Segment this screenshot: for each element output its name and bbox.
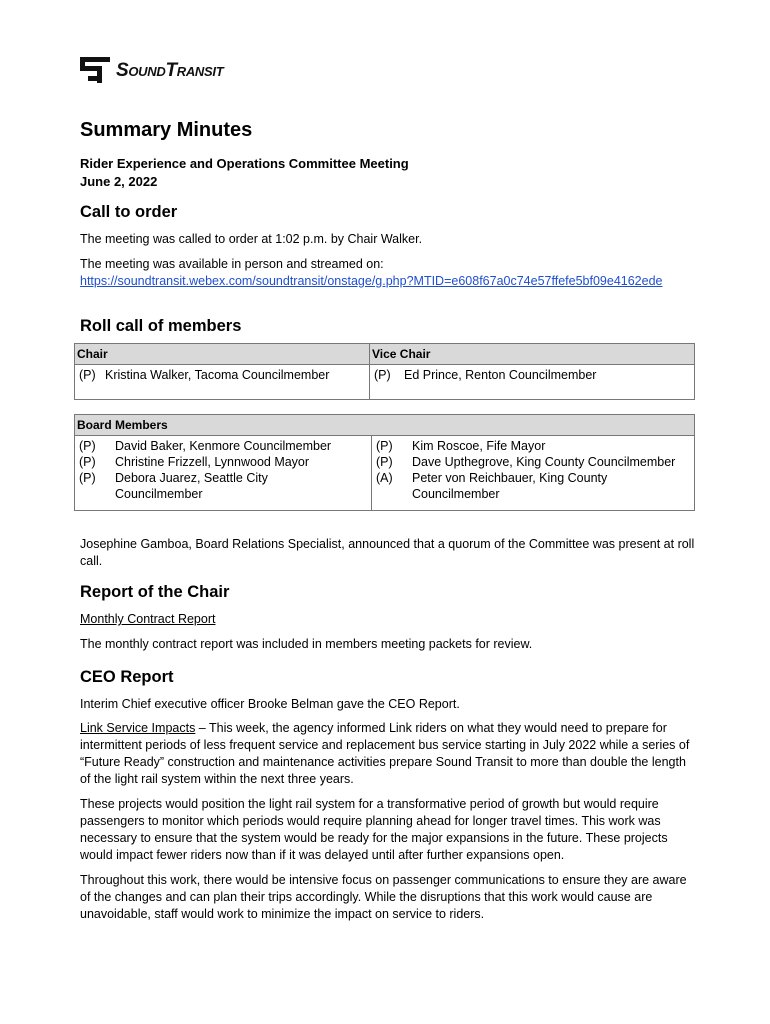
member-name: Ed Prince, Renton Councilmember: [404, 368, 597, 382]
member-name: Peter von Reichbauer, King County Councilmember: [412, 471, 608, 501]
member-name: Kristina Walker, Tacoma Councilmember: [105, 368, 330, 382]
communications-paragraph: Throughout this work, there would be intensive focus on passenger communications to ensure they are aware of the changes and can plan their trips accordingly. While the disruptions that this work would cause are unavoidable, staff would work to minimize the impact on service to riders.: [80, 873, 687, 921]
member-status: (P): [376, 455, 393, 469]
member-name: Debora Juarez, Seattle City Councilmember: [115, 471, 268, 501]
monthly-contract-subheading: Monthly Contract Report: [80, 612, 216, 626]
chair-header: Chair: [75, 344, 370, 365]
chair-member: [79, 367, 367, 383]
meeting-subtitle: [80, 155, 409, 191]
member-status: (A): [376, 471, 393, 485]
chair-report-text: The monthly contract report was included in members meeting packets for review.: [80, 637, 533, 651]
member-name: Kim Roscoe, Fife Mayor: [412, 439, 546, 453]
quorum-text: Josephine Gamboa, Board Relations Specialist, announced that a quorum of the Committee was present at roll call.: [80, 537, 695, 568]
logo-wordmark: SoundTransit: [116, 59, 224, 81]
member-name: David Baker, Kenmore Councilmember: [115, 439, 332, 453]
member-name: Christine Frizzell, Lynnwood Mayor: [115, 455, 310, 469]
board-members-header: Board Members: [75, 415, 695, 436]
ceo-report-heading: CEO Report: [80, 668, 174, 686]
board-members-table: [74, 414, 695, 511]
board-member: [79, 470, 369, 502]
member-status: (P): [376, 439, 393, 453]
member-status: (P): [79, 471, 96, 485]
stream-intro: The meeting was available in person and streamed on:: [80, 257, 384, 271]
link-service-impacts-text: – This week, the agency informed Link riders on what they would need to prepare for intermittent periods of less frequent service and replacement bus service starting in July 2022 while a series of “Future Ready” construction and maintenance activities prepare Sound Transit to more than double the length of the light rail system within the next three years.: [80, 721, 690, 786]
ceo-report-intro: Interim Chief executive officer Brooke Belman gave the CEO Report.: [80, 697, 460, 711]
call-to-order-text: The meeting was called to order at 1:02 p.m. by Chair Walker.: [80, 232, 423, 246]
vice-chair-header: Vice Chair: [370, 344, 695, 365]
sound-transit-logo-icon: [80, 57, 110, 83]
meeting-name: Rider Experience and Operations Committee Meeting: [80, 156, 409, 171]
page-title: Summary Minutes: [80, 119, 253, 141]
member-status: (P): [79, 455, 96, 469]
member-status: (P): [79, 368, 96, 382]
stream-text: [80, 256, 695, 290]
link-service-impacts-paragraph: [80, 720, 695, 788]
roll-call-heading: Roll call of members: [80, 317, 242, 335]
board-member: [376, 470, 692, 502]
board-member: [79, 454, 369, 470]
chair-table: [74, 343, 695, 400]
board-member: [79, 438, 369, 454]
projects-paragraph: These projects would position the light rail system for a transformative period of growth but would require passengers to monitor which periods would require planning ahead for longer travel times. This work was necessary to ensure that the system would be ready for the major expansions in the future. These projects would impact fewer riders now than if it was delayed until after further expansions open.: [80, 797, 668, 862]
member-status: (P): [79, 439, 96, 453]
webex-stream-link[interactable]: https://soundtransit.webex.com/soundtransit/onstage/g.php?MTID=e608f67a0c74e57ffefe5bf09e4162ede: [80, 274, 663, 288]
call-to-order-heading: Call to order: [80, 203, 178, 221]
chair-report-heading: Report of the Chair: [80, 583, 230, 601]
board-member: [376, 454, 692, 470]
member-name: Dave Upthegrove, King County Councilmember: [412, 455, 676, 469]
vice-chair-member: [374, 367, 692, 383]
member-status: (P): [374, 368, 391, 382]
link-service-impacts-title: Link Service Impacts: [80, 721, 196, 735]
meeting-date: June 2, 2022: [80, 174, 158, 189]
board-member: [376, 438, 692, 454]
sound-transit-logo: [80, 56, 223, 84]
